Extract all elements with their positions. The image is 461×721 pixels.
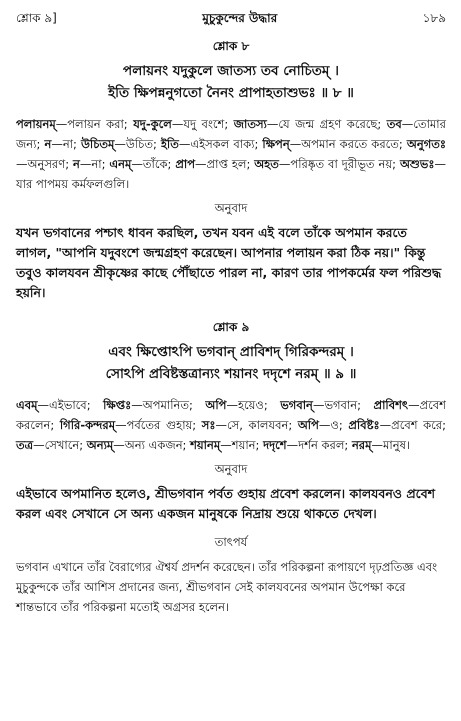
synonym-meaning: —এইসকল বাক্য;: [178, 137, 263, 151]
synonym-word: প্রাপ: [175, 157, 196, 171]
synonym-word: অন্যম্: [86, 438, 114, 452]
verse-9-line-2: সোঽপি প্রবিষ্টস্তত্রান্যং শয়ানং দদৃশে নরম্ ॥ ৯ ॥: [105, 366, 357, 382]
verse-9-translation-label: অনুবাদ: [214, 462, 248, 476]
synonym-word: গিরি-কন্দরম্: [59, 418, 116, 432]
book-page: [16, 10, 446, 617]
synonym-word: এবম্: [16, 398, 38, 412]
synonym-meaning: —পর্বতের গুহায়;: [115, 418, 202, 432]
verse-9-purport-label: তাৎপর্য: [214, 535, 248, 549]
synonym-meaning: —না;: [79, 157, 110, 171]
verse-8-synonyms: [16, 114, 446, 194]
synonym-word: প্রাবিশৎ: [373, 398, 409, 412]
synonym-word: অশুভঃ: [399, 157, 435, 171]
verse-9-translation: এইভাবে অপমানিত হলেও, শ্রীভগবান পর্বত গুহায় প্রবেশ করলেন। কালযবনও প্রবেশ করল এবং সেখানে সে অন্য একজন মানুষকে নিদ্রায় শুয়ে থাকতে দেখল।: [16, 486, 436, 521]
synonym-meaning: —তাঁকে;: [131, 157, 176, 171]
synonym-meaning: —দর্শন করল;: [286, 438, 352, 452]
synonym-meaning: —পরিষ্কৃত বা দূরীভূত নয়;: [278, 157, 400, 171]
synonym-meaning: —যার পাপময় কর্মফলগুলি।: [16, 157, 446, 191]
synonym-word: ভগবান্: [280, 398, 313, 412]
verse-9-purport: ভগবান এখানে তাঁর বৈরাগ্যের ঐশ্বর্য প্রদর্শন করেছেন। তাঁর পরিকল্পনা রূপায়ণে দৃঢ়প্রতিজ্ঞ এবং মুচুকুন্দকে তাঁর আশিস প্রদানের জন্য, শ্রীভগবান সেই কালযবনের অপমান উপেক্ষা করে শান্তভাবে তাঁর পরিকল্পনা মতোই অগ্রসর হলেন।: [16, 560, 438, 614]
synonym-word: ন: [73, 157, 80, 171]
verse-8-text: [16, 60, 446, 104]
verse-8-line-1: পলায়নং যদুকুলে জাতস্য তব নোচিতম্ ।: [123, 63, 339, 79]
synonym-word: তত্র: [16, 438, 34, 452]
verse-9-synonyms: [16, 395, 446, 455]
synonym-meaning: —পলায়ন করা;: [55, 117, 134, 131]
synonym-word: ন: [44, 137, 52, 151]
synonym-meaning: —প্রাপ্ত হল;: [195, 157, 255, 171]
verse-8-line-2: ইতি ক্ষিপন্ননুগতো নৈনং প্রাপাহতাশুভঃ ॥ ৮ ॥: [108, 85, 354, 101]
synonym-meaning: —এইভাবে;: [37, 398, 104, 412]
synonym-meaning: —অপমানিত;: [131, 398, 206, 412]
page-number: ১৮৯: [422, 11, 446, 25]
synonym-meaning: —সেখানে;: [33, 438, 87, 452]
synonym-word: অনুগতঃ: [406, 137, 446, 151]
synonym-meaning: —অন্য একজন;: [113, 438, 191, 452]
synonym-meaning: —ও;: [318, 418, 349, 432]
synonym-word: ইতি: [160, 137, 179, 151]
synonym-word: তব: [386, 117, 402, 131]
synonym-word: ক্ষিপ্তঃ: [103, 398, 132, 412]
synonym-meaning: —অপমান করতে করতে;: [289, 137, 407, 151]
synonym-meaning: —উচিত;: [114, 137, 161, 151]
synonym-meaning: —প্রবেশ করে;: [379, 418, 447, 432]
verse-8-translation-label: অনুবাদ: [214, 201, 248, 215]
synonym-meaning: —তোমার জন্য;: [16, 117, 446, 151]
synonym-word: ক্ষিপন্: [262, 137, 290, 151]
verse-9-heading: শ্লোক ৯: [212, 320, 250, 334]
running-header: [16, 10, 446, 30]
synonym-word: প্রবিষ্টঃ: [348, 418, 380, 432]
verse-8-translation: যখন ভগবানের পশ্চাৎ ধাবন করছিল, তখন যবন এই বলে তাঁকে অপমান করতে লাগল, "আপনি যদুবংশে জন্মগ্রহণ করেছেন। আপনার পলায়ন করা ঠিক নয়।" কিন্তু তবুও কালযবন শ্রীকৃষ্ণের কাছে পৌঁছাতে পারল না, কারণ তার পাপকর্মের ফল পরিশুদ্ধ হয়নি।: [16, 225, 442, 300]
synonym-word: এনম্: [109, 157, 132, 171]
synonym-word: নরম্: [351, 438, 372, 452]
verse-8-heading: শ্লোক ৮: [212, 39, 250, 53]
verse-9-text: [16, 341, 446, 385]
synonym-meaning: —হয়েও;: [226, 398, 281, 412]
synonym-word: অহত: [254, 157, 279, 171]
synonym-meaning: —ভগবান;: [312, 398, 374, 412]
synonym-word: সঃ: [201, 418, 216, 432]
synonym-word: শয়ানম্: [190, 438, 221, 452]
synonym-meaning: —প্রবেশ করলেন;: [16, 398, 446, 432]
synonym-word: অপি: [297, 418, 319, 432]
synonym-meaning: —অনুসরণ;: [16, 157, 73, 171]
verse-9-line-1: এবং ক্ষিপ্তোঽপি ভগবান্ প্রাবিশদ্ গিরিকন্দরম্ ।: [108, 344, 354, 360]
synonym-meaning: —শয়ান;: [220, 438, 264, 452]
synonym-word: উচিতম্: [80, 137, 115, 151]
synonym-meaning: —না;: [51, 137, 81, 151]
synonym-word: পলায়নম্: [16, 117, 56, 131]
synonym-word: যদু-কুলে: [133, 117, 172, 131]
synonym-meaning: —মানুষ।: [371, 438, 411, 452]
synonym-meaning: —সে, কালযবন;: [215, 418, 298, 432]
synonym-meaning: —যে জন্ম গ্রহণ করেছে;: [266, 117, 387, 131]
synonym-word: দদৃশে: [263, 438, 287, 452]
synonym-word: অপি: [205, 398, 227, 412]
synonym-meaning: —যদু বংশে;: [171, 117, 234, 131]
header-chapter-title: মুচুকুন্দের উদ্ধার: [202, 11, 278, 25]
header-verse-ref: শ্লোক ৯]: [16, 11, 57, 25]
synonym-word: জাতস্য: [233, 117, 267, 131]
